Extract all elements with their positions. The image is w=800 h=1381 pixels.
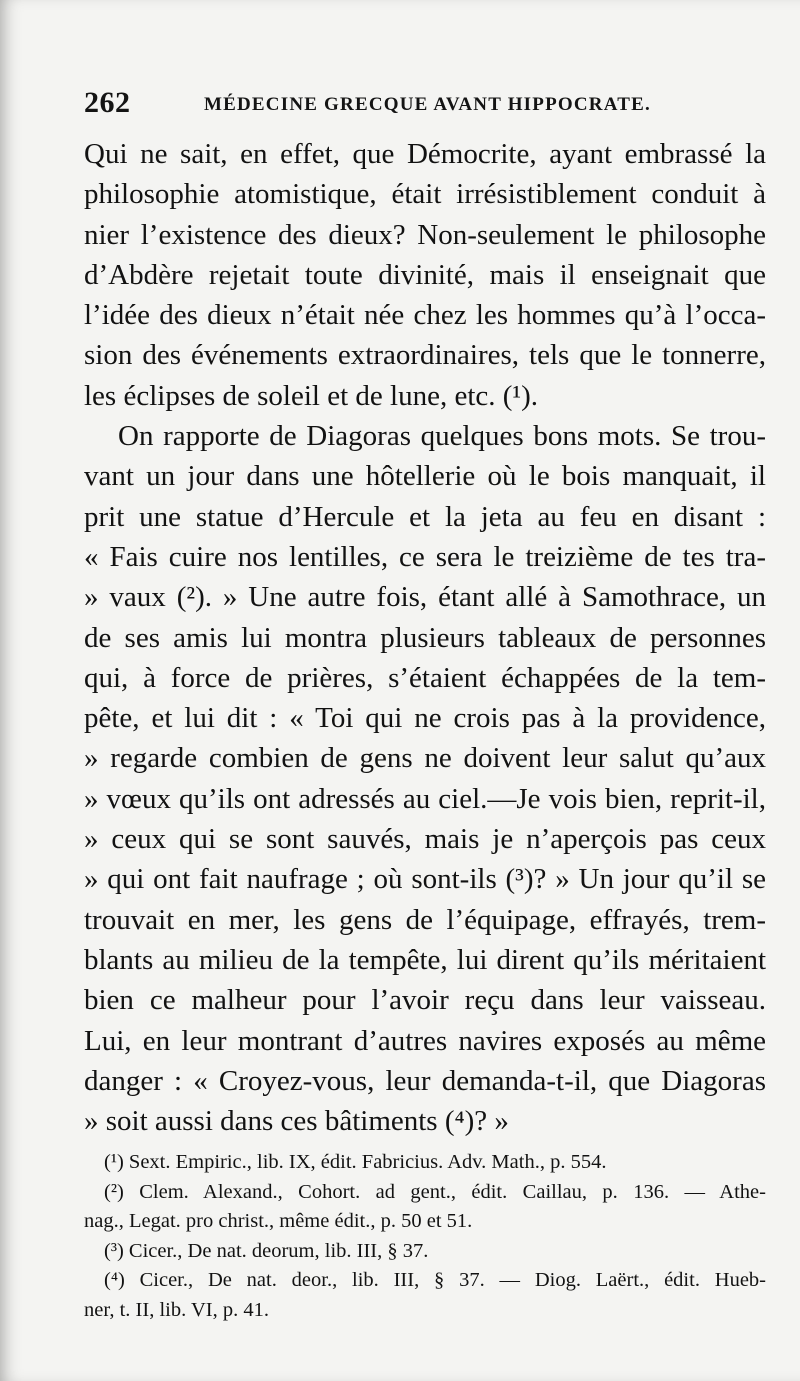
text-line: » qui ont fait naufrage ; où sont-ils (³)? » Un jour qu’il se — [84, 863, 766, 896]
footnote-line: nag., Legat. pro christ., même édit., p. 50 et 51. — [84, 1210, 473, 1232]
text-line: bien ce malheur pour l’avoir reçu dans leur vaisseau. — [84, 984, 766, 1017]
text-line: l’idée des dieux n’était née chez les hommes qu’à l’occa- — [84, 299, 766, 332]
page-number: 262 — [84, 86, 131, 119]
text-line: trouvait en mer, les gens de l’équipage, effrayés, trem- — [84, 903, 766, 936]
text-line: » ceux qui se sont sauvés, mais je n’aperçois pas ceux — [84, 823, 766, 856]
footnote-line: ner, t. II, lib. VI, p. 41. — [84, 1298, 269, 1321]
page-header — [84, 86, 760, 126]
text-line: Lui, en leur montrant d’autres navires exposés au même — [84, 1024, 766, 1057]
text-line: qui, à force de prières, s’étaient échappées de la tem- — [84, 661, 766, 694]
text-line: philosophie atomistique, était irrésistiblement conduit à — [84, 178, 766, 211]
text-line: de ses amis lui montra plusieurs tableaux de personnes — [84, 621, 766, 654]
text-line: » soit aussi dans ces bâtiments (⁴)? » — [84, 1105, 509, 1138]
running-title: MÉDECINE GRECQUE AVANT HIPPOCRATE. — [204, 94, 651, 115]
text-line: » regarde combien de gens ne doivent leur salut qu’aux — [84, 742, 766, 775]
text-line: prit une statue d’Hercule et la jeta au feu en disant : — [84, 500, 766, 533]
text-line: On rapporte de Diagoras quelques bons mots. Se trou- — [118, 420, 766, 453]
text-line: les éclipses de soleil et de lune, etc. (¹). — [84, 379, 539, 412]
text-line: » vœux qu’ils ont adressés au ciel.—Je vois bien, reprit-il, — [84, 782, 766, 815]
text-line: vant un jour dans une hôtellerie où le bois manquait, il — [84, 460, 766, 493]
text-line: danger : « Croyez-vous, leur demanda-t-il, que Diagoras — [84, 1064, 766, 1097]
text-line: d’Abdère rejetait toute divinité, mais il enseignait que — [84, 258, 766, 291]
footnote-line: (²) Clem. Alexand., Cohort. ad gent., édit. Caillau, p. 136. — Athe- — [104, 1180, 766, 1203]
main-text — [84, 134, 766, 1141]
footnotes — [84, 1148, 766, 1325]
footnote-line: (¹) Sext. Empiric., lib. IX, édit. Fabricius. Adv. Math., p. 554. — [104, 1151, 607, 1173]
footnote-line: (⁴) Cicer., De nat. deor., lib. III, § 37. — Diog. Laërt., édit. Hueb- — [104, 1269, 766, 1291]
text-line: sion des événements extraordinaires, tels que le tonnerre, — [84, 339, 766, 372]
text-line: blants au milieu de la tempête, lui dirent qu’ils méritaient — [84, 943, 766, 976]
text-line: nier l’existence des dieux? Non-seulement le philosophe — [84, 218, 766, 251]
text-line: « Fais cuire nos lentilles, ce sera le treizième de tes tra- — [84, 540, 766, 573]
footnote-line: (³) Cicer., De nat. deorum, lib. III, § 37. — [104, 1239, 429, 1262]
text-line: » vaux (²). » Une autre fois, étant allé à Samothrace, un — [84, 581, 766, 614]
text-line: pête, et lui dit : « Toi qui ne crois pas à la providence, — [84, 702, 766, 735]
text-line: Qui ne sait, en effet, que Démocrite, ayant embrassé la — [84, 138, 766, 170]
